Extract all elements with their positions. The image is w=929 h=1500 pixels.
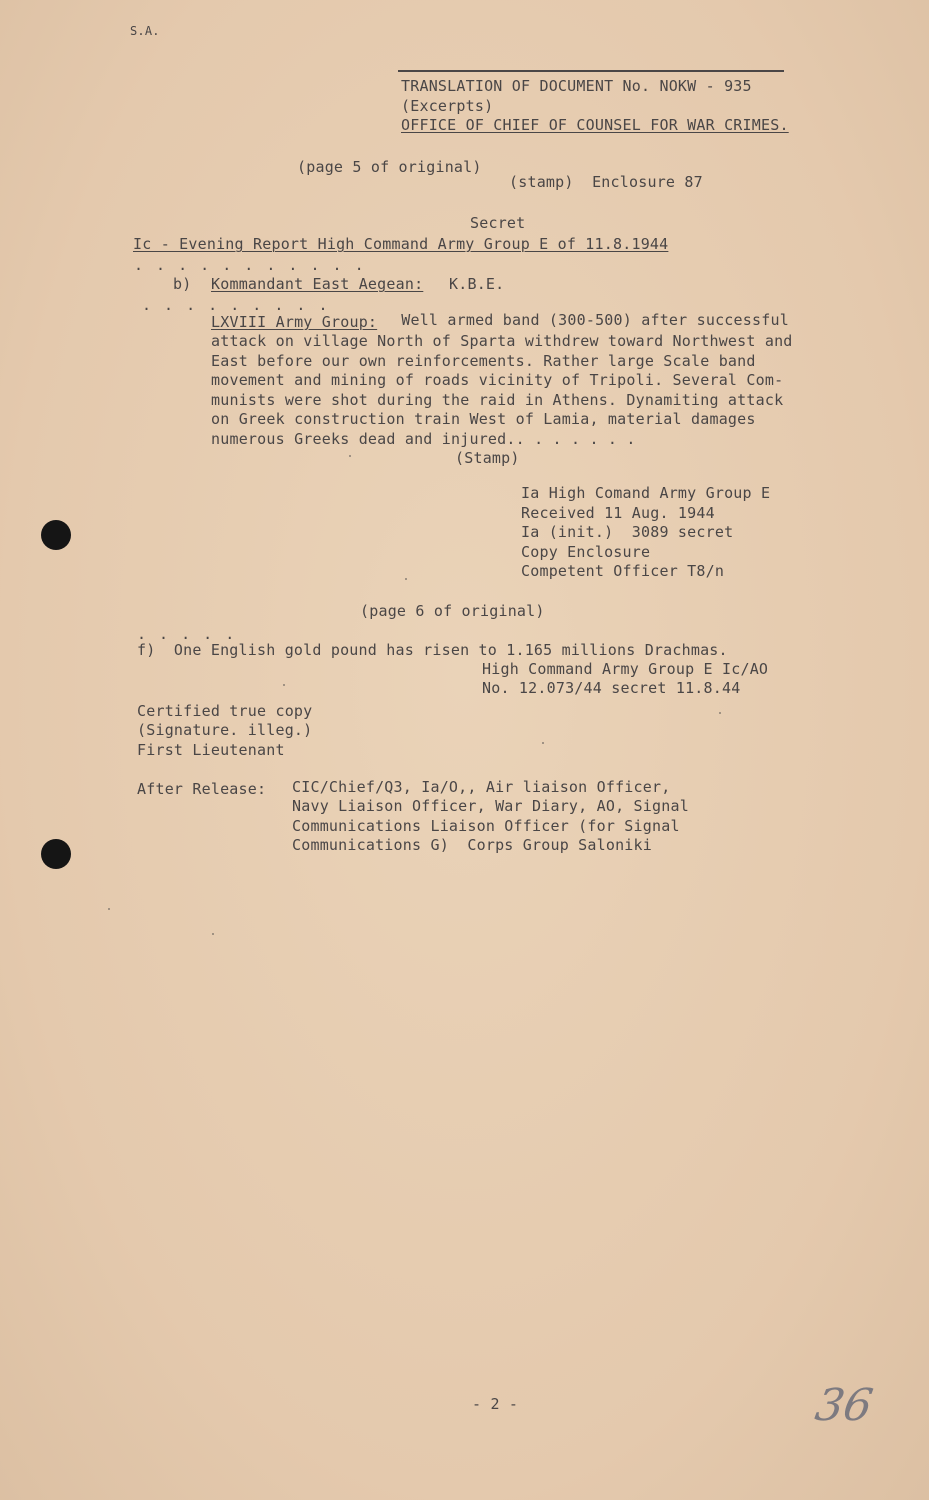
received-line-1: Received 11 Aug. 1944 — [521, 504, 715, 522]
received-line-0: Ia High Comand Army Group E — [521, 484, 771, 502]
paper-speck — [542, 742, 544, 744]
page-6-note: (page 6 of original) — [360, 602, 545, 620]
paper-speck — [212, 933, 214, 935]
section-b-value: K.B.E. — [449, 275, 505, 293]
punch-hole-top — [41, 520, 71, 550]
certified-line-2: First Lieutenant — [137, 741, 285, 759]
header-top-rule — [398, 70, 784, 72]
after-release-label: After Release: — [137, 780, 267, 798]
lxviii-line-3: movement and mining of roads vicinity of Tripoli. Several Com- — [211, 371, 784, 389]
hq-line-0: High Command Army Group E Ic/AO — [482, 660, 769, 678]
lxviii-line-1: attack on village North of Sparta withdrew toward Northwest and — [211, 332, 793, 350]
header-line-1: TRANSLATION OF DOCUMENT No. NOKW - 935 — [401, 77, 752, 95]
lxviii-line-6: numerous Greeks dead and injured.. . . . . . . — [211, 430, 636, 448]
ellipsis-dots-3: . . . . . — [137, 625, 237, 643]
stamp-note: (Stamp) — [455, 449, 520, 467]
header-line-2: (Excerpts) — [401, 97, 494, 115]
paper-speck — [283, 684, 285, 686]
after-release-line-2: Communications Liaison Officer (for Signal — [292, 817, 680, 835]
received-line-2: Ia (init.) 3089 secret — [521, 523, 734, 541]
certified-line-0: Certified true copy — [137, 702, 313, 720]
paper-speck — [405, 578, 407, 580]
secret-label: Secret — [470, 214, 526, 232]
certified-line-1: (Signature. illeg.) — [137, 721, 313, 739]
handwritten-page-number: 36 — [811, 1380, 877, 1431]
received-line-3: Copy Enclosure — [521, 543, 651, 561]
ellipsis-dots-2: . . . . . . . . . — [142, 296, 330, 314]
page-5-note: (page 5 of original) — [297, 158, 482, 176]
header-line-3: OFFICE OF CHIEF OF COUNSEL FOR WAR CRIMES. — [401, 116, 789, 134]
lxviii-line-5: on Greek construction train West of Lamia, material damages — [211, 410, 756, 428]
paper-speck — [108, 908, 110, 910]
hq-line-1: No. 12.073/44 secret 11.8.44 — [482, 679, 741, 697]
page-number: - 2 - — [472, 1395, 519, 1413]
section-b-heading: Kommandant East Aegean: — [211, 275, 424, 293]
section-f-line: f) One English gold pound has risen to 1.165 millions Drachmas. — [137, 641, 728, 659]
punch-hole-bottom — [41, 839, 71, 869]
lxviii-line-0: Well armed band (300-500) after successful — [392, 311, 789, 329]
ellipsis-dots-1: . . . . . . . . . . . — [134, 256, 366, 274]
received-line-4: Competent Officer T8/n — [521, 562, 725, 580]
section-b-label: b) — [173, 275, 192, 293]
report-title: Ic - Evening Report High Command Army Group E of 11.8.1944 — [133, 235, 669, 253]
stamp-enclosure: (stamp) Enclosure 87 — [509, 173, 703, 191]
lxviii-line-2: East before our own reinforcements. Rather large Scale band — [211, 352, 756, 370]
after-release-line-1: Navy Liaison Officer, War Diary, AO, Signal — [292, 797, 689, 815]
after-release-line-0: CIC/Chief/Q3, Ia/O,, Air liaison Officer, — [292, 778, 671, 796]
after-release-line-3: Communications G) Corps Group Saloniki — [292, 836, 652, 854]
paper-speck — [719, 712, 721, 714]
lxviii-line-4: munists were shot during the raid in Athens. Dynamiting attack — [211, 391, 784, 409]
paper-speck — [349, 455, 351, 457]
lxviii-label: LXVIII Army Group: — [211, 313, 378, 331]
corner-mark: S.A. — [130, 24, 160, 38]
